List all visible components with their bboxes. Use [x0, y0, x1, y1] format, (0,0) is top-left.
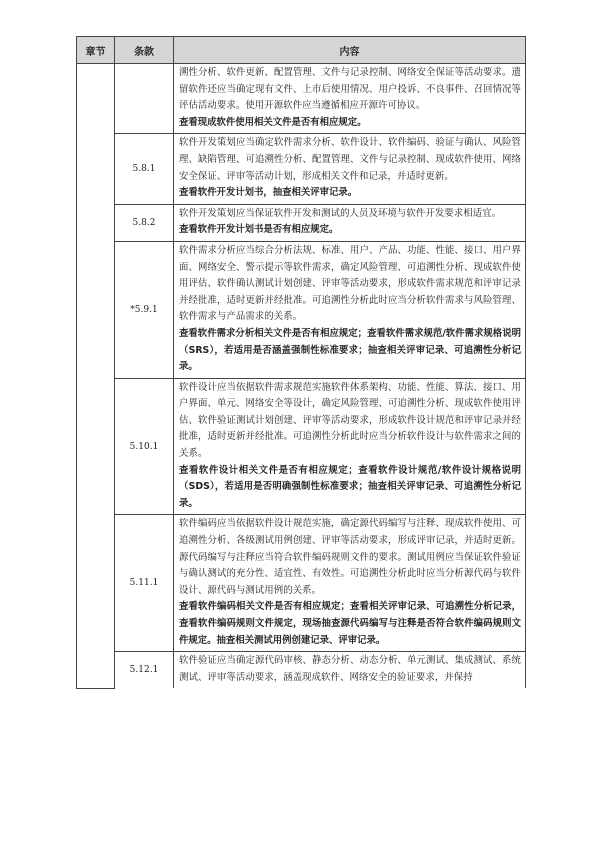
clause-cell	[115, 64, 174, 134]
requirement-text: 软件编码应当依据软件设计规范实施，确定源代码编写与注释、现成软件使用、可追溯性分析、各级测试用例创建、评审等活动要求，形成评审记录，并适时更新。源代码编写与注释应当符合软件编码规则文件的要求。测试用例应当保证软件验证与确认测试的充分性、适宜性、有效性。可追溯性分析此时应当分析源代码与软件设计、源代码与测试用例的关系。	[179, 518, 521, 596]
table-row	[77, 134, 526, 204]
requirement-text: 溯性分析、软件更新、配置管理、文件与记录控制、网络安全保证等活动要求。遗留软件还应当确定现有文件、上市后使用情况、用户投诉、不良事件、召回情况等评估活动要求。使用开源软件应当遵循相应开源许可协议。	[179, 67, 521, 112]
table-header-row	[77, 37, 526, 64]
content-cell	[174, 204, 526, 241]
inspection-method: 查看现成软件使用相关文件是否有相应规定。	[179, 116, 367, 128]
clause-cell: 5.12.1	[115, 652, 174, 689]
clause-cell: 5.8.1	[115, 134, 174, 204]
header-chapter: 章节	[77, 37, 115, 64]
table-row	[77, 241, 526, 378]
inspection-method: 查看软件需求分析相关文件是否有相应规定；查看软件需求规范/软件需求规格说明（SRS），若适用是否涵盖强制性标准要求；抽查相关评审记录、可追溯性分析记录。	[179, 327, 521, 373]
table-row	[77, 378, 526, 515]
content-cell	[174, 378, 526, 515]
requirement-text: 软件需求分析应当综合分析法规、标准、用户、产品、功能、性能、接口、用户界面、网络安全、警示提示等软件需求，确定风险管理、可追溯性分析、现成软件使用评估、软件确认测试计划创建、评审等活动要求，形成软件需求规范和评审记录并经批准，适时更新并经批准。可追溯性分析此时应当分析软件需求与风险管理、软件需求与产品需求的关系。	[179, 244, 521, 323]
clause-cell: *5.9.1	[115, 241, 174, 378]
header-content: 内容	[174, 37, 526, 64]
table-row	[77, 652, 526, 689]
clause-cell: 5.10.1	[115, 378, 174, 515]
requirement-text: 软件开发策划应当确定软件需求分析、软件设计、软件编码、验证与确认、风险管理、缺陷管理、可追溯性分析、配置管理、文件与记录控制、现成软件使用、网络安全保证、评审等活动计划，形成相关文件和记录，并适时更新。	[179, 137, 521, 182]
content-cell	[174, 241, 526, 378]
content-cell	[174, 652, 526, 689]
clause-cell: 5.11.1	[115, 515, 174, 652]
inspection-method: 查看软件编码相关文件是否有相应规定；查看相关评审记录、可追溯性分析记录，查看软件编码规则文件规定，现场抽查源代码编写与注释是否符合软件编码规则文件规定。抽查相关测试用例创建记录、评审记录。	[179, 601, 521, 646]
content-cell	[174, 134, 526, 204]
chapter-cell	[77, 64, 115, 689]
requirement-text: 软件验证应当确定源代码审核、静态分析、动态分析、单元测试、集成测试、系统测试、评审等活动要求，涵盖现成软件、网络安全的验证要求，并保持	[179, 655, 521, 683]
content-cell	[174, 64, 526, 134]
inspection-method: 查看软件设计相关文件是否有相应规定；查看软件设计规范/软件设计规格说明（SDS），若适用是否明确强制性标准要求；抽查相关评审记录、可追溯性分析记录。	[179, 464, 521, 509]
content-cell	[174, 515, 526, 652]
clause-cell: 5.8.2	[115, 204, 174, 241]
requirements-table	[76, 36, 526, 689]
table-row	[77, 515, 526, 652]
inspection-method: 查看软件开发计划书，抽查相关评审记录。	[179, 187, 358, 199]
requirement-text: 软件开发策划应当保证软件开发和测试的人员及环境与软件开发要求相适宜。	[179, 207, 502, 219]
header-clause: 条款	[115, 37, 174, 64]
requirement-text: 软件设计应当依据软件需求规范实施软件体系架构、功能、性能、算法、接口、用户界面、单元、网络安全等设计，确定风险管理、可追溯性分析、现成软件使用评估、软件验证测试计划创建、评审等活动要求，形成软件设计规范和评审记录并经批准，适时更新并经批准。可追溯性分析此时应当分析软件设计与软件需求之间的关系。	[179, 381, 521, 460]
inspection-method: 查看软件开发计划书是否有相应规定。	[179, 224, 339, 236]
table-row	[77, 64, 526, 134]
table-row	[77, 204, 526, 241]
